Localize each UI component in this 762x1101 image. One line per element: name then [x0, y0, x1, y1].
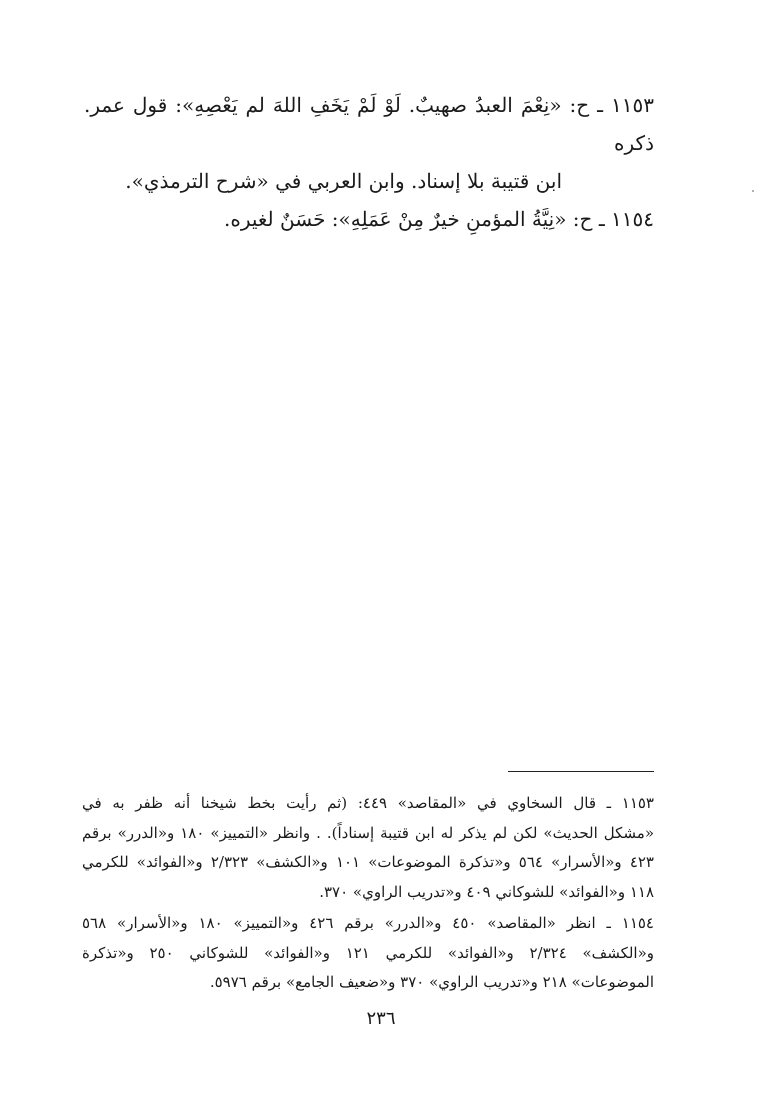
footnote-separator	[508, 771, 654, 772]
footnote-1154-line: و«الكشف» ٢/٣٢٤ و«الفوائد» للكرمي ١٢١ و«الفوائد» للشوكاني ٢٥٠ و«تذكرة	[82, 943, 655, 962]
main-text	[84, 86, 654, 238]
hadith-entry-1153	[84, 86, 654, 200]
footnote-1153-line: ١١٨ و«الفوائد» للشوكاني ٤٠٩ و«تدريب الراوي» ٣٧٠.	[319, 882, 654, 901]
footnote-1153-line: «مشكل الحديث» لكن لم يذكر له ابن قتيبة إسناداً). . وانظر «التمييز» ١٨٠ و«الدرر» برقم	[82, 823, 654, 842]
footnote-1154-line: الموضوعات» ٢١٨ و«تدريب الراوي» ٣٧٠ و«ضعيف الجامع» برقم ٥٩٧٦.	[209, 973, 654, 991]
margin-speck	[752, 190, 754, 192]
footnote-1154	[82, 909, 654, 998]
hadith-entry-1154-line-1: ١١٥٤ ـ ح: «نِيَّةُ المؤمنِ خيرٌ مِنْ عَمَلِهِ»: حَسَنٌ لغيره.	[224, 207, 654, 231]
hadith-entry-1154	[84, 200, 654, 238]
footnote-1153-line: ١١٥٣ ـ قال السخاوي في «المقاصد» ٤٤٩: (ثم رأيت بخط شيخنا أنه ظفر به في	[82, 794, 654, 812]
footnotes	[82, 789, 654, 1000]
hadith-entry-1153-line-1: ١١٥٣ ـ ح: «نِعْمَ العبدُ صهيبٌ. لَوْ لَمْ يَخَفِ اللهَ لم يَعْصِهِ»: قول عمر. ذكره	[84, 93, 654, 155]
hadith-entry-1153-line-2: ابن قتيبة بلا إسناد. وابن العربي في «شرح الترمذي».	[125, 169, 562, 193]
footnote-1153	[82, 789, 654, 907]
page-number: ٢٣٦	[366, 1008, 396, 1029]
footnote-1153-line: ٤٢٣ و«الأسرار» ٥٦٤ و«تذكرة الموضوعات» ١٠١ و«الكشف» ٢/٣٢٣ و«الفوائد» للكرمي	[82, 853, 654, 871]
footnote-1154-line: ١١٥٤ ـ انظر «المقاصد» ٤٥٠ و«الدرر» برقم ٤٢٦ و«التمييز» ١٨٠ و«الأسرار» ٥٦٨	[82, 914, 654, 932]
